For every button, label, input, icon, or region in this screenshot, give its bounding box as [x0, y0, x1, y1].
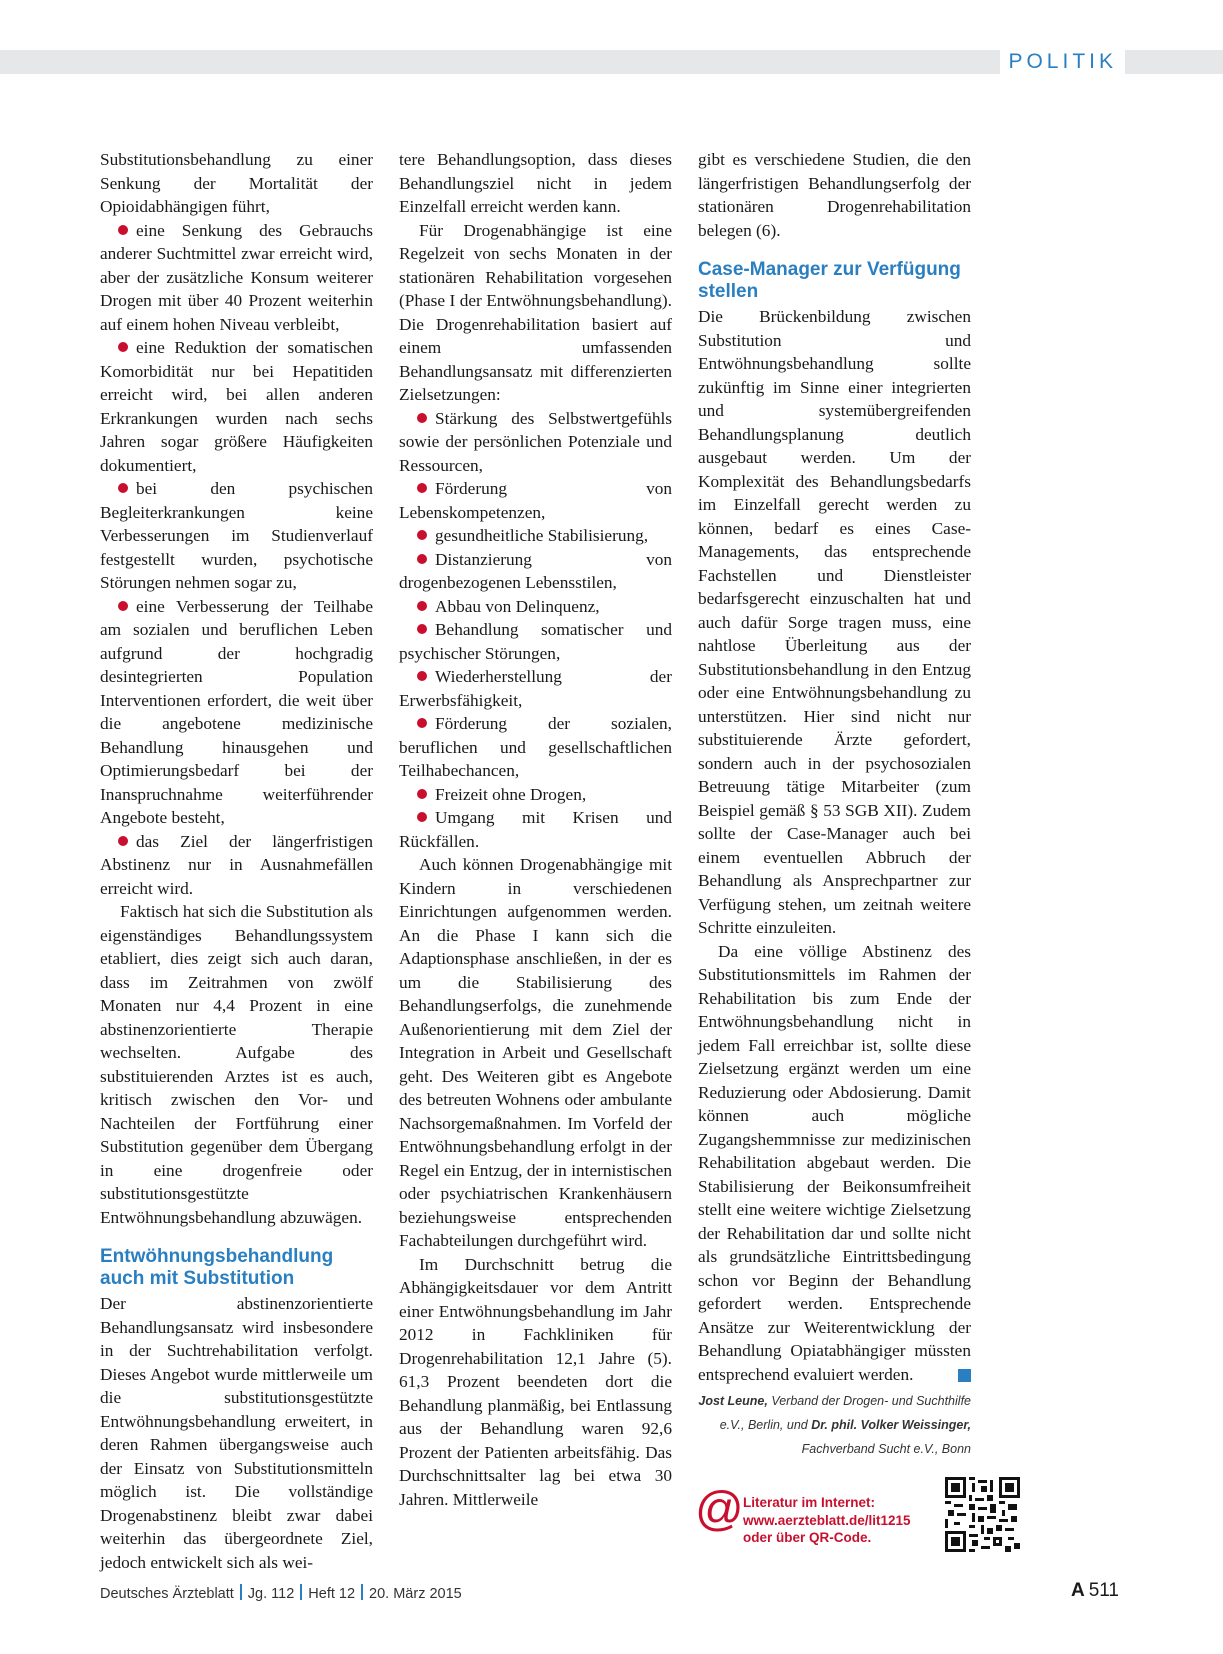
bullet-dot-icon [118, 601, 128, 611]
issue-date: 20. März 2015 [369, 1586, 462, 1602]
bullet-item: Abbau von Delinquenz, [399, 595, 672, 619]
bullet-item: Umgang mit Krisen und Rückfällen. [399, 808, 672, 851]
bullet-item: eine Reduktion der somatischen Komorbidität nur bei Hepatitiden erreicht wird, bei allen anderen Erkrankungen wurden nach sechs Jahren sogar größere Häufigkeiten dokumentiert, [100, 338, 373, 475]
bullet-dot-icon [417, 483, 427, 493]
bullet-item: Stärkung des Selbstwertgefühls sowie der persönlichen Potenziale und Ressourcen, [399, 408, 672, 475]
bullet-dot-icon [417, 413, 427, 423]
bullet-dot-icon [118, 836, 128, 846]
bullet-dot-icon [417, 601, 427, 611]
page-number: A 511 [1070, 1580, 1119, 1601]
footer [100, 1584, 462, 1602]
bullet-dot-icon [417, 812, 427, 822]
separator [361, 1584, 363, 1600]
paragraph: Da eine völlige Abstinenz des Substitutionsmittels im Rahmen der Rehabilitation bis zum Ende der Entwöhnungsbehandlung nicht in jedem Fall erreichbar ist, sollte diese Zielsetzung ergänzt werden um eine Reduzierung oder Abdosierung. Damit können auch mögliche Zugangshemmnisse zur medizinischen Rehabilitation abgebaut werden. Die Stabilisierung der Beikonsumfreiheit stellt eine weitere wichtige Zielsetzung der Rehabilitation dar und sollte nicht als grundsätzliche Eintrittsbedingung schon vor Beginn der Behandlung gefordert werden. Entsprechende Ansätze zur Weiterentwicklung der Behandlung Opiatabhängiger müssten entsprechend evaluiert werden. [698, 941, 971, 1384]
bullet-dot-icon [417, 530, 427, 540]
paragraph: Faktisch hat sich die Substitution als eigenständiges Behandlungssystem etabliert, dies zeigt sich auch daran, dass im Zeitrahmen von zwölf Monaten nur 4,4 Prozent in eine abstinenzorientierte Therapie wechselten. Aufgabe des substituierenden Arztes ist es auch, kritisch zwischen den Vor- und Nachteilen der Fortführung einer Substitution gegenüber dem Übergang in eine drogenfreie oder substitutionsgestützte Entwöhnungsbehandlung abzuwägen. [100, 902, 373, 1227]
at-sign-icon: @ [695, 1483, 744, 1536]
separator [300, 1584, 302, 1600]
end-mark-icon [958, 1369, 971, 1382]
bullet-item: Behandlung somatischer und psychischer Störungen, [399, 620, 672, 663]
bullet-dot-icon [417, 718, 427, 728]
separator [240, 1584, 242, 1600]
author-credit: Jost Leune, Verband der Drogen- und Suchthilfe e.V., Berlin, und Dr. phil. Volker Weissinger, Fachverband Sucht e.V., Bonn [698, 1394, 971, 1456]
bullet-item: Förderung der sozialen, beruflichen und gesellschaftlichen Teilhabechancen, [399, 714, 672, 780]
bullet-dot-icon [118, 483, 128, 493]
bullet-dot-icon [417, 554, 427, 564]
bullet-item: Distanzierung von drogenbezogenen Lebensstilen, [399, 549, 672, 592]
bullet-item: gesundheitliche Stabilisierung, [399, 524, 672, 548]
bullet-dot-icon [417, 624, 427, 634]
bullet-dot-icon [118, 342, 128, 352]
bullet-item: Förderung von Lebenskompetenzen, [399, 479, 672, 522]
paragraph: Die Brückenbildung zwischen Substitution und Entwöhnungsbehandlung sollte zukünftig im Sinne einer integrierten und systemübergreifenden Behandlungsplanung deutlich ausgebaut werden. Um der Komplexität des Behandlungsbedarfs im Einzelfall gerecht werden zu können, bedarf es eines Case-Managements, das entsprechende Fachstellen und Dienstleister bedarfsgerecht einzuschalten hat und auch dafür Sorge tragen muss, eine nahtlose Überleitung aus der Substitutionsbehandlung in den Entzug oder eine Entwöhnungsbehandlung zu unterstützen. Hier sind nicht nur substituierende Ärzte gefordert, sondern auch in der psychosozialen Betreuung tätige Mitarbeiter (zum Beispiel gemäß § 53 SGB XII). Zudem sollte der Case-Manager auch bei einem eventuellen Abbruch der Behandlung als Ansprechpartner zur Verfügung stehen, um zeitnah weitere Schritte einzuleiten. [698, 307, 971, 937]
paragraph: Der abstinenzorientierte Behandlungsansatz wird insbesondere in der Suchtrehabilitation verfolgt. Dieses Angebot wurde mittlerweile um die substitutionsgestützte Entwöhnungsbehandlung erweitert, in deren Rahmen übergangsweise auch der Einsatz von Substitutionsmitteln möglich ist. Die vollständige Drogenabstinenz bleibt zwar dabei weiterhin das übergeordnete Ziel, jedoch entwickelt sich als wei- [100, 1294, 373, 1572]
column-3 [698, 148, 971, 1461]
qr-code-icon[interactable] [945, 1477, 1020, 1552]
bullet-dot-icon [417, 671, 427, 681]
section-heading: Case-Manager zur Verfügung stellen [698, 259, 961, 302]
bullet-item: eine Senkung des Gebrauchs anderer Suchtmittel zwar erreicht wird, aber der zusätzliche Konsum weiterer Drogen mit über 40 Prozent weiterhin auf einem hohen Niveau verbleibt, [100, 220, 373, 334]
bullet-item: Wiederherstellung der Erwerbsfähigkeit, [399, 667, 672, 710]
volume: Jg. 112 [247, 1586, 295, 1602]
paragraph: Auch können Drogenabhängige mit Kindern in verschiedenen Einrichtungen aufgenommen werden. An die Phase I kann sich die Adaptionsphase anschließen, in der es um die Stabilisierung des Behandlungserfolgs, die zunehmende Außenorientierung mit dem Ziel der Integration in Arbeit und Gesellschaft geht. Des Weiteren gibt es Angebote des betreuten Wohnens oder ambulante Nachsorgemaßnahmen. Im Vorfeld der Entwöhnungsbehandlung erfolgt in der Regel ein Entzug, der in internistischen oder psychiatrischen Krankenhäusern beziehungsweise entsprechenden Fachabteilungen durchgeführt wird. [399, 855, 672, 1250]
literature-link[interactable]: www.aerzteblatt.de/lit1215 [743, 1512, 911, 1528]
journal-name: Deutsches Ärzteblatt [100, 1586, 234, 1602]
bullet-dot-icon [417, 789, 427, 799]
bullet-item: bei den psychischen Begleiterkrankungen keine Verbesserungen im Studienverlauf festgestellt wurden, psychotische Störungen nehmen sogar zu, [100, 479, 373, 592]
paragraph: Für Drogenabhängige ist eine Regelzeit von sechs Monaten in der stationären Rehabilitation vorgesehen (Phase I der Entwöhnungsbehandlung). Die Drogenrehabilitation basiert auf einem umfassenden Behandlungsansatz mit differenzierten Zielsetzungen: [399, 220, 672, 404]
paragraph: Substitutionsbehandlung zu einer Senkung der Mortalität der Opioidabhängigen führt, [100, 150, 373, 216]
paragraph: gibt es verschiedene Studien, die den längerfristigen Behandlungserfolg der stationären Drogenrehabilitation belegen (6). [698, 150, 971, 240]
column-1 [100, 148, 373, 1574]
bullet-item: das Ziel der längerfristigen Abstinenz nur in Ausnahmefällen erreicht wird. [100, 831, 373, 898]
paragraph: Im Durchschnitt betrug die Abhängigkeitsdauer vor dem Antritt einer Entwöhnungsbehandlung im Jahr 2012 in Fachkliniken für Drogenrehabilitation 12,1 Jahre (5). 61,3 Prozent beendeten dort die Behandlung planmäßig, bei Entlassung aus der Behandlung waren 92,6 Prozent der Patienten arbeitsfähig. Das Durchschnittsalter lag bei etwa 30 Jahren. Mittlerweile [399, 1254, 672, 1509]
bullet-item: eine Verbesserung der Teilhabe am sozialen und beruflichen Leben aufgrund der hochgradig desintegrierten Population Interventionen erfordert, die weit über die angebotene medizinische Behandlung hinausgehen und Optimierungsbedarf bei der Inanspruchnahme weiterführender Angebote besteht, [100, 596, 373, 827]
issue: Heft 12 [308, 1586, 356, 1602]
section-heading: Entwöhnungsbehandlung auch mit Substitution [100, 1246, 334, 1289]
bullet-item: Freizeit ohne Drogen, [399, 783, 672, 807]
column-2 [399, 148, 672, 1511]
section-label: POLITIK [1000, 49, 1125, 75]
bullet-dot-icon [118, 225, 128, 235]
literature-text: Literatur im Internet: www.aerzteblatt.de/lit1215 oder über QR-Code. [743, 1495, 911, 1545]
paragraph: tere Behandlungsoption, dass dieses Behandlungsziel nicht in jedem Einzelfall erreicht werden kann. [399, 150, 672, 216]
